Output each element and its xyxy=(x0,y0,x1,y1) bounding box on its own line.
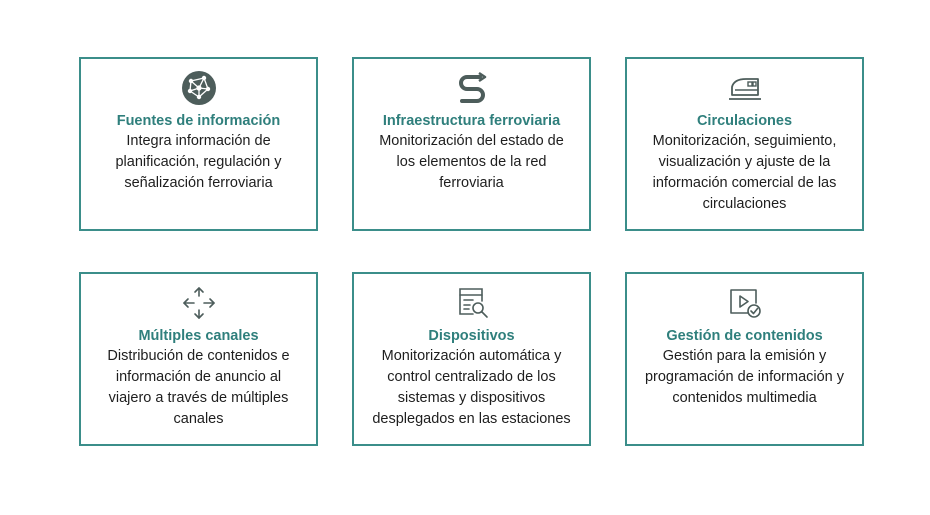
card-description-line: programación de información y xyxy=(644,369,845,385)
card-description-line: Monitorización del estado de xyxy=(379,133,564,149)
card-description-line: Gestión para la emisión y xyxy=(662,348,827,364)
card-title: Múltiples canales xyxy=(138,328,259,344)
card-title: Circulaciones xyxy=(696,113,793,129)
card-circulaciones xyxy=(625,57,864,231)
card-description-line: contenidos multimedia xyxy=(672,390,817,406)
card-description-line: visualización y ajuste de la xyxy=(658,154,831,170)
card-description-line: control centralizado de los xyxy=(387,369,556,385)
card-description-line: Monitorización, seguimiento, xyxy=(652,133,837,149)
card-description-line: canales xyxy=(173,411,224,427)
card-description-line: señalización ferroviaria xyxy=(124,175,273,191)
card-dispositivos xyxy=(352,272,591,446)
card-description xyxy=(359,346,584,430)
card-description-line: Monitorización automática y xyxy=(381,348,562,364)
card-description-line: información de anuncio al xyxy=(115,369,282,385)
card-description xyxy=(86,131,311,194)
card-fuentes-informacion xyxy=(79,57,318,231)
network-globe-icon xyxy=(180,69,218,107)
card-description-line: sistemas y dispositivos xyxy=(397,390,546,406)
card-title: Dispositivos xyxy=(428,328,515,344)
card-title: Infraestructura ferroviaria xyxy=(382,113,561,129)
card-title: Gestión de contenidos xyxy=(666,328,823,344)
rail-track-icon xyxy=(453,69,491,107)
multi-arrow-icon xyxy=(180,284,218,322)
card-infraestructura-ferroviaria xyxy=(352,57,591,231)
card-description xyxy=(632,346,857,409)
card-gestion-contenidos xyxy=(625,272,864,446)
card-description-line: desplegados en las estaciones xyxy=(372,411,571,427)
card-description-line: los elementos de la red xyxy=(396,154,547,170)
card-description-line: ferroviaria xyxy=(439,175,504,191)
card-description xyxy=(86,346,311,430)
device-search-icon xyxy=(453,284,491,322)
card-description-line: viajero a través de múltiples xyxy=(108,390,289,406)
card-description xyxy=(632,131,857,215)
card-description-line: información comercial de las xyxy=(652,175,837,191)
train-icon xyxy=(726,69,764,107)
card-description-line: planificación, regulación y xyxy=(115,154,282,170)
card-description xyxy=(359,131,584,194)
card-description-line: Integra información de xyxy=(126,133,271,149)
card-multiples-canales xyxy=(79,272,318,446)
card-title: Fuentes de información xyxy=(116,113,281,129)
video-check-icon xyxy=(726,284,764,322)
card-description-line: circulaciones xyxy=(702,196,787,212)
card-description-line: Distribución de contenidos e xyxy=(107,348,290,364)
